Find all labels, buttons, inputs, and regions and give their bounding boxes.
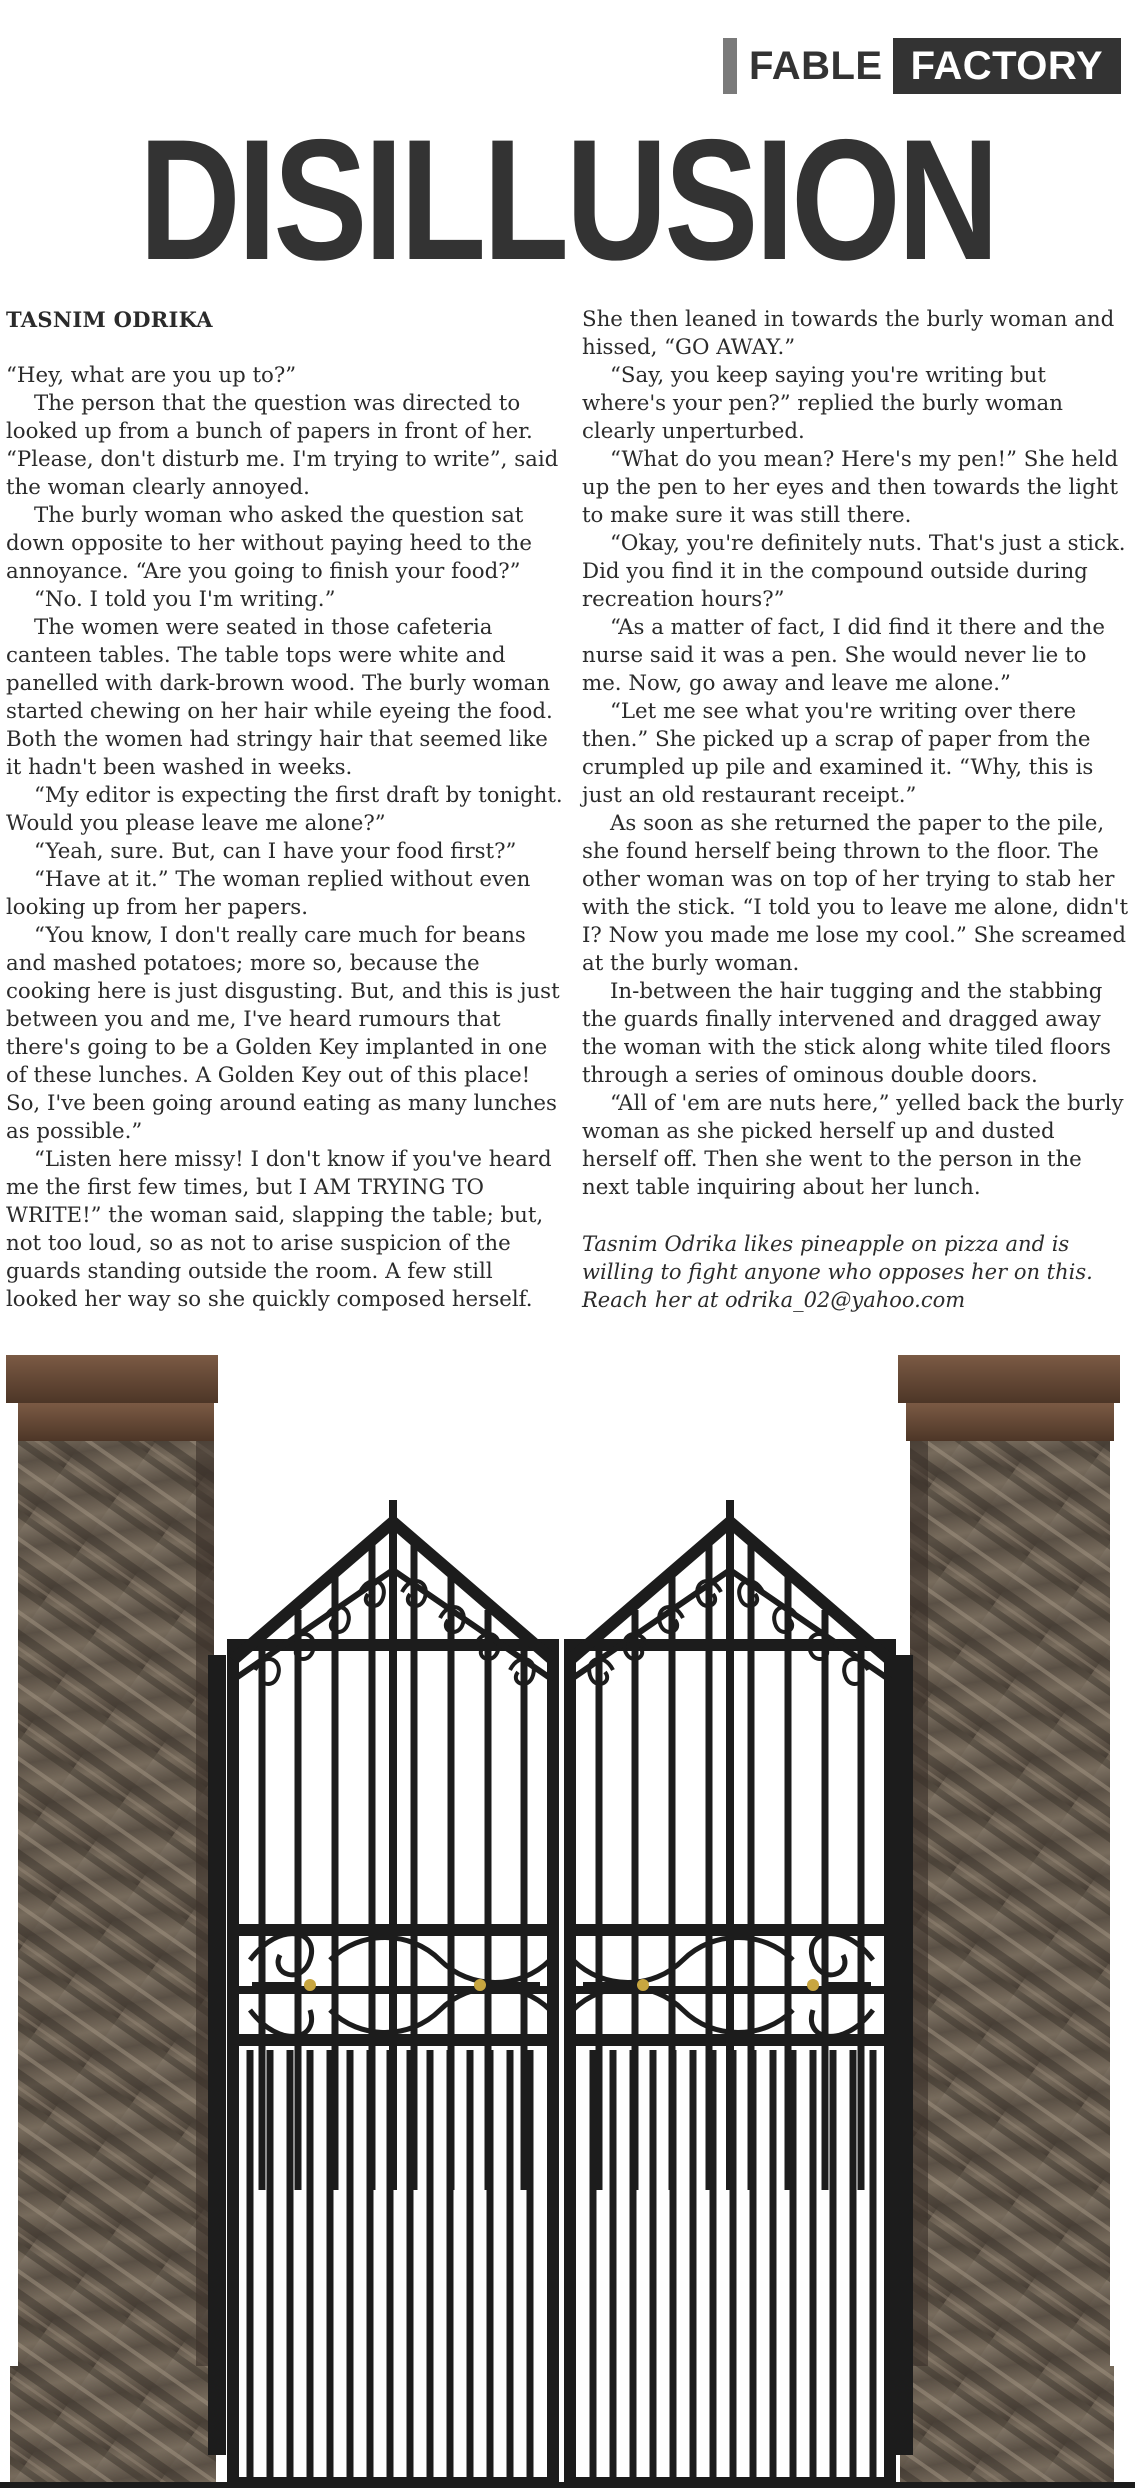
right-stone-pillar xyxy=(898,1355,1120,2486)
paragraph: “No. I told you I'm writing.” xyxy=(34,587,336,612)
paragraph: “Yeah, sure. But, can I have your food first?” xyxy=(34,839,517,864)
author-bio: Tasnim Odrika likes pineapple on pizza and is willing to fight anyone who opposes her on this. Reach her at odrika_02@yahoo.com xyxy=(582,1232,1093,1312)
paragraph: “As a matter of fact, I did find it there and the nurse said it was a pen. She would never lie to me. Now, go away and leave me alone.” xyxy=(582,615,1105,696)
left-stone-pillar xyxy=(6,1355,218,2486)
paragraph: The women were seated in those cafeteria canteen tables. The table tops were white and panelled with dark-brown wood. The burly woman started chewing on her hair while eyeing the food. Both the women had stringy hair that seemed like it hadn't been washed in weeks. xyxy=(6,615,553,780)
section-word-factory: FACTORY xyxy=(893,38,1121,94)
byline: TASNIM ODRIKA xyxy=(6,307,213,332)
headline: DISILLUSION xyxy=(138,104,997,296)
paragraph: As soon as she returned the paper to the pile, she found herself being thrown to the floor. The other woman was on top of her trying to stab her with the stick. “I told you to leave me alone, didn't I? Now you made me lose my cool.” She screamed at the burly woman. xyxy=(582,811,1129,976)
column-right xyxy=(582,306,1130,1314)
paragraph: “Let me see what you're writing over there then.” She picked up a scrap of paper from the crumpled up pile and examined it. “Why, this is just an old restaurant receipt.” xyxy=(582,699,1094,808)
paragraph: “Say, you keep saying you're writing but where's your pen?” replied the burly woman clearly unperturbed. xyxy=(582,363,1063,444)
paragraph: “What do you mean? Here's my pen!” She held up the pen to her eyes and then towards the light to make sure it was still there. xyxy=(582,447,1119,528)
paragraph: “My editor is expecting the first draft by tonight. Would you please leave me alone?” xyxy=(6,783,563,836)
section-tag-bar xyxy=(723,38,737,94)
gate-leaf-right xyxy=(570,1500,890,2483)
paragraph: “Listen here missy! I don't know if you've heard me the first few times, but I AM TRYING TO WRITE!” the woman said, slapping the table; but, not too loud, so as not to arise suspicion of the guards standing outside the room. A few still looked her way so she quickly composed herself. xyxy=(6,1147,552,1312)
paragraph: The person that the question was directed to looked up from a bunch of papers in front of her. “Please, don't disturb me. I'm trying to write”, said the woman clearly annoyed. xyxy=(6,391,559,500)
gate-illustration xyxy=(0,1350,1135,2488)
section-word-fable: FABLE xyxy=(748,43,883,88)
paragraph: “All of 'em are nuts here,” yelled back the burly woman as she picked herself up and dusted herself off. Then she went to the person in the next table inquiring about her lunch. xyxy=(582,1091,1124,1200)
paragraph: “Hey, what are you up to?” xyxy=(6,363,297,388)
paragraph: In-between the hair tugging and the stabbing the guards finally intervened and dragged away the woman with the stick along white tiled floors through a series of ominous double doors. xyxy=(582,979,1111,1088)
paragraph: “Have at it.” The woman replied without even looking up from her papers. xyxy=(6,867,531,920)
paragraph: The burly woman who asked the question sat down opposite to her without paying heed to the annoyance. “Are you going to finish your food?” xyxy=(6,503,532,584)
section-tag xyxy=(723,38,1121,94)
paragraph: She then leaned in towards the burly woman and hissed, “GO AWAY.” xyxy=(582,307,1115,360)
gate-pickets-left xyxy=(250,2050,530,2480)
column-left xyxy=(6,306,566,1314)
paragraph: “Okay, you're definitely nuts. That's just a stick. Did you find it in the compound outside during recreation hours?” xyxy=(582,531,1126,612)
paragraph: “You know, I don't really care much for beans and mashed potatoes; more so, because the cooking here is just disgusting. But, and this is just between you and me, I've heard rumours that there's going to be a Golden Key implanted in one of these lunches. A Golden Key out of this place! So, I've been going around eating as many lunches as possible.” xyxy=(6,923,560,1144)
